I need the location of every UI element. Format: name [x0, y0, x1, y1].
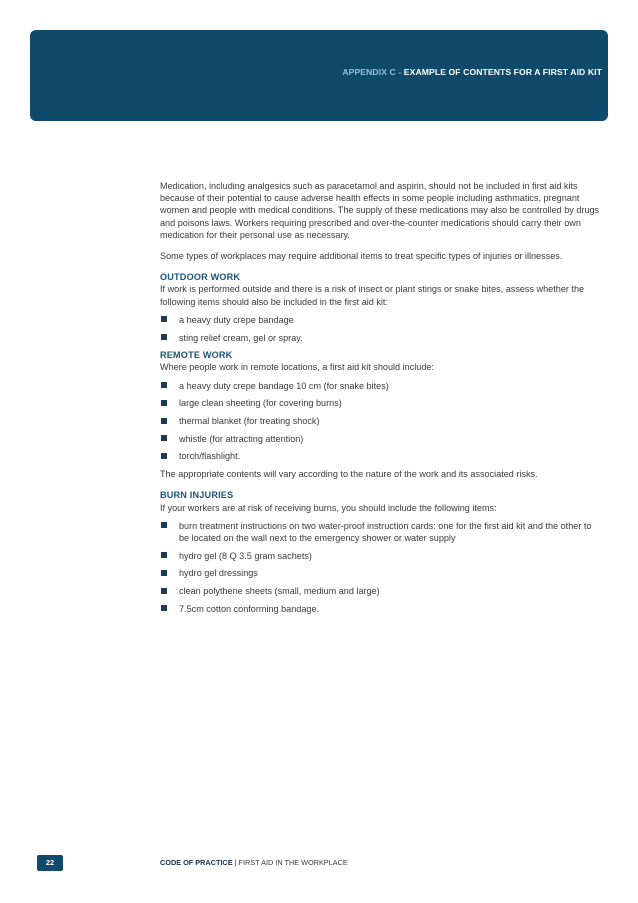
list-item — [160, 585, 600, 597]
section-burn-injuries — [160, 489, 600, 615]
list-item — [160, 332, 600, 344]
list-item — [160, 450, 600, 462]
appendix-label: APPENDIX C - — [342, 67, 404, 77]
footer-separator: | — [232, 858, 239, 867]
list-item-text: clean polythene sheets (small, medium and large) — [179, 586, 380, 597]
section-heading: OUTDOOR WORK — [160, 272, 241, 283]
list-item — [160, 397, 600, 409]
list-item-text: a heavy duty crepe bandage — [179, 314, 294, 325]
list-item — [160, 603, 600, 615]
footer-doc-title: CODE OF PRACTICE — [160, 858, 233, 867]
list-item-text: torch/flashlight. — [179, 451, 241, 462]
square-bullet-icon — [161, 435, 167, 441]
list-item — [160, 314, 600, 326]
square-bullet-icon — [161, 418, 167, 424]
list-item — [160, 520, 600, 544]
square-bullet-icon — [161, 552, 167, 558]
intro-paragraph-additional-items: Some types of workplaces may require additional items to treat specific types of injuries or illnesses. — [160, 251, 563, 262]
appendix-title: EXAMPLE OF CONTENTS FOR A FIRST AID KIT — [403, 67, 602, 77]
remote-work-note: The appropriate contents will vary according to the nature of the work and its associated risks. — [160, 469, 538, 480]
list-item-text: whistle (for attracting attention) — [179, 433, 304, 444]
list-item — [160, 567, 600, 579]
square-bullet-icon — [161, 382, 167, 388]
list-item-text: large clean sheeting (for covering burns) — [179, 398, 342, 409]
list-item-text: sting relief cream, gel or spray. — [179, 332, 303, 343]
square-bullet-icon — [161, 522, 167, 528]
list-item-text: burn treatment instructions on two water-proof instruction cards: one for the first aid kit and the other to be located on the wall next to the emergency shower or water supply — [179, 520, 592, 543]
list-item — [160, 550, 600, 562]
list-item-text: thermal blanket (for treating shock) — [179, 416, 320, 427]
square-bullet-icon — [161, 316, 167, 322]
list-item-text: a heavy duty crepe bandage 10 cm (for snake bites) — [179, 380, 389, 391]
page-footer — [37, 855, 597, 871]
section-outdoor-work — [160, 271, 600, 344]
list-item — [160, 380, 600, 392]
list-item-text: hydro gel (8 Q 3.5 gram sachets) — [179, 550, 312, 561]
section-remote-work — [160, 349, 600, 480]
square-bullet-icon — [161, 605, 167, 611]
main-content — [160, 180, 600, 620]
square-bullet-icon — [161, 334, 167, 340]
list-item-text: 7.5cm cotton conforming bandage. — [179, 603, 320, 614]
section-intro: If work is performed outside and there is a risk of insect or plant stings or snake bites, assess whether the following items should also be included in the first aid kit: — [160, 284, 585, 307]
square-bullet-icon — [161, 588, 167, 594]
list-item-text: hydro gel dressings — [179, 568, 258, 579]
footer-doc-subtitle: FIRST AID IN THE WORKPLACE — [238, 858, 348, 867]
footer-title — [160, 858, 348, 867]
list-item — [160, 433, 600, 445]
section-heading: REMOTE WORK — [160, 350, 233, 361]
intro-paragraph-medication: Medication, including analgesics such as paracetamol and aspirin, should not be included in first aid kits because of their potential to cause adverse health effects in some people including asthmatics, pregnant women and people with medical conditions. The supply of these medications may also be controlled by drugs and poisons laws. Workers requiring prescribed and over-the-counter medications should carry their own medication for their personal use as necessary. — [160, 181, 600, 240]
page-title — [342, 67, 602, 77]
bullet-list — [160, 520, 600, 615]
square-bullet-icon — [161, 400, 167, 406]
square-bullet-icon — [161, 570, 167, 576]
bullet-list — [160, 314, 600, 344]
section-intro: If your workers are at risk of receiving burns, you should include the following items: — [160, 502, 497, 513]
section-intro: Where people work in remote locations, a first aid kit should include: — [160, 362, 434, 373]
bullet-list — [160, 380, 600, 463]
square-bullet-icon — [161, 453, 167, 459]
section-heading: BURN INJURIES — [160, 490, 234, 501]
page-number-badge: 22 — [37, 855, 63, 871]
list-item — [160, 415, 600, 427]
